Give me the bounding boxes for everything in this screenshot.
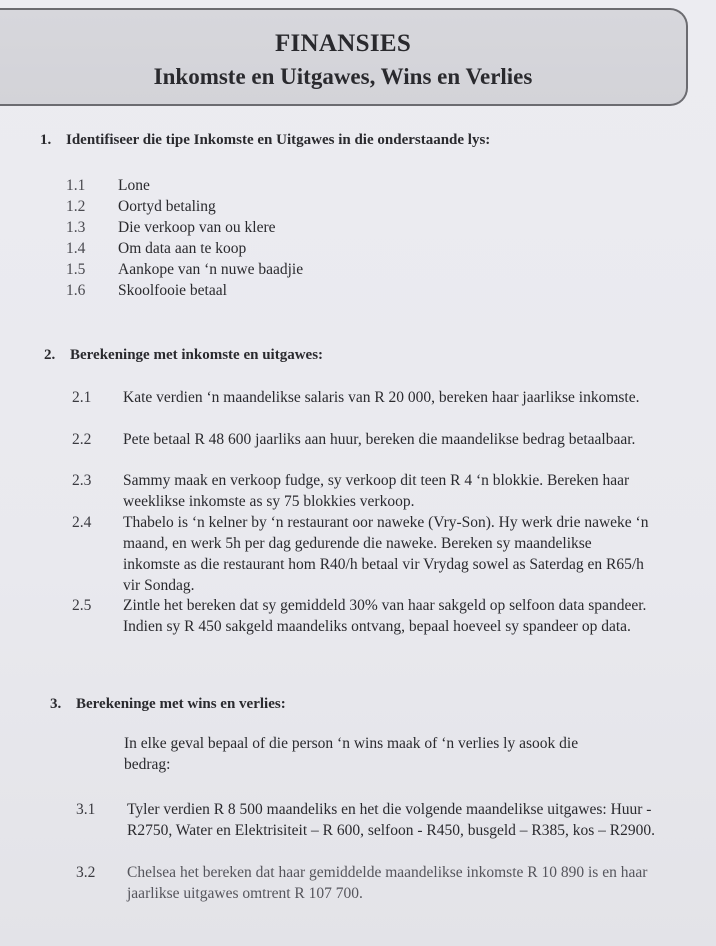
section-2-title: Berekeninge met inkomste en uitgawes: [70, 347, 324, 363]
section-2-heading [44, 347, 323, 364]
item-number: 1.4 [66, 240, 86, 257]
section-2-number: 2. [44, 347, 56, 363]
question-text: Kate verdien ‘n maandelikse salaris van R 20 000, bereken haar jaarlikse inkomste. [123, 389, 640, 406]
title-banner [0, 8, 688, 106]
question-number: 2.5 [72, 597, 92, 614]
item-text: Oortyd betaling [118, 198, 216, 215]
item-text: Aankope van ‘n nuwe baadjie [118, 261, 304, 278]
item-text: Om data aan te koop [118, 240, 247, 257]
question-number: 2.3 [72, 472, 92, 489]
question-number: 3.1 [76, 801, 96, 818]
question-number: 2.4 [72, 514, 92, 531]
section-1-number: 1. [40, 132, 52, 148]
section-3-number: 3. [50, 696, 62, 712]
section-1-title: Identifiseer die tipe Inkomste en Uitgawes in die onderstaande lys: [66, 132, 491, 148]
page-title: FINANSIES [274, 30, 412, 57]
item-number: 1.2 [66, 198, 86, 215]
question-text: Zintle het bereken dat sy gemiddeld 30% van haar sakgeld op selfoon data spandeer. Indien sy R 450 sakgeld maandeliks ontvang, bepaal hoeveel sy spandeer op data. [123, 597, 647, 635]
item-number: 1.5 [66, 261, 86, 278]
item-text: Die verkoop van ou klere [118, 219, 276, 236]
item-number: 1.1 [66, 177, 86, 194]
item-text: Skoolfooie betaal [118, 282, 227, 299]
question-number: 2.1 [72, 389, 92, 406]
section-3-title: Berekeninge met wins en verlies: [76, 696, 286, 712]
page-subtitle: Inkomste en Uitgawes, Wins en Verlies [153, 64, 533, 89]
item-number: 1.3 [66, 219, 86, 236]
question-number: 3.2 [76, 864, 96, 881]
section-3-instructions: In elke geval bepaal of die person ‘n wins maak of ‘n verlies ly asook die bedrag: [124, 735, 579, 773]
question-text: Chelsea het bereken dat haar gemiddelde maandelikse inkomste R 10 890 is en haar jaarlikse uitgawes omtrent R 107 700. [127, 864, 648, 902]
question-text: Sammy maak en verkoop fudge, sy verkoop dit teen R 4 ‘n blokkie. Bereken haar weeklikse inkomste as sy 75 blokkies verkoop. [123, 472, 630, 510]
question-text: Pete betaal R 48 600 jaarliks aan huur, bereken die maandelikse bedrag betaalbaar. [123, 431, 636, 448]
item-text: Lone [118, 177, 150, 194]
question-text: Tyler verdien R 8 500 maandeliks en het die volgende maandelikse uitgawes: Huur - R2750, Water en Elektrisiteit – R 600, selfoon - R450, busgeld – R385, kos – R2900. [127, 801, 656, 839]
question-text: Thabelo is ‘n kelner by ‘n restaurant oor naweke (Vry-Son). Hy werk drie naweke ‘n maand, en werk 5h per dag gedurende die naweke. Bereken sy maandelikse inkomste as die restaurant hom R40/h betaal vir Vrydag sowel as Saterdag en R65/h vir Sondag. [123, 514, 649, 594]
item-number: 1.6 [66, 282, 86, 299]
section-1-heading [40, 132, 490, 149]
question-number: 2.2 [72, 431, 92, 448]
section-3-heading [50, 696, 286, 713]
